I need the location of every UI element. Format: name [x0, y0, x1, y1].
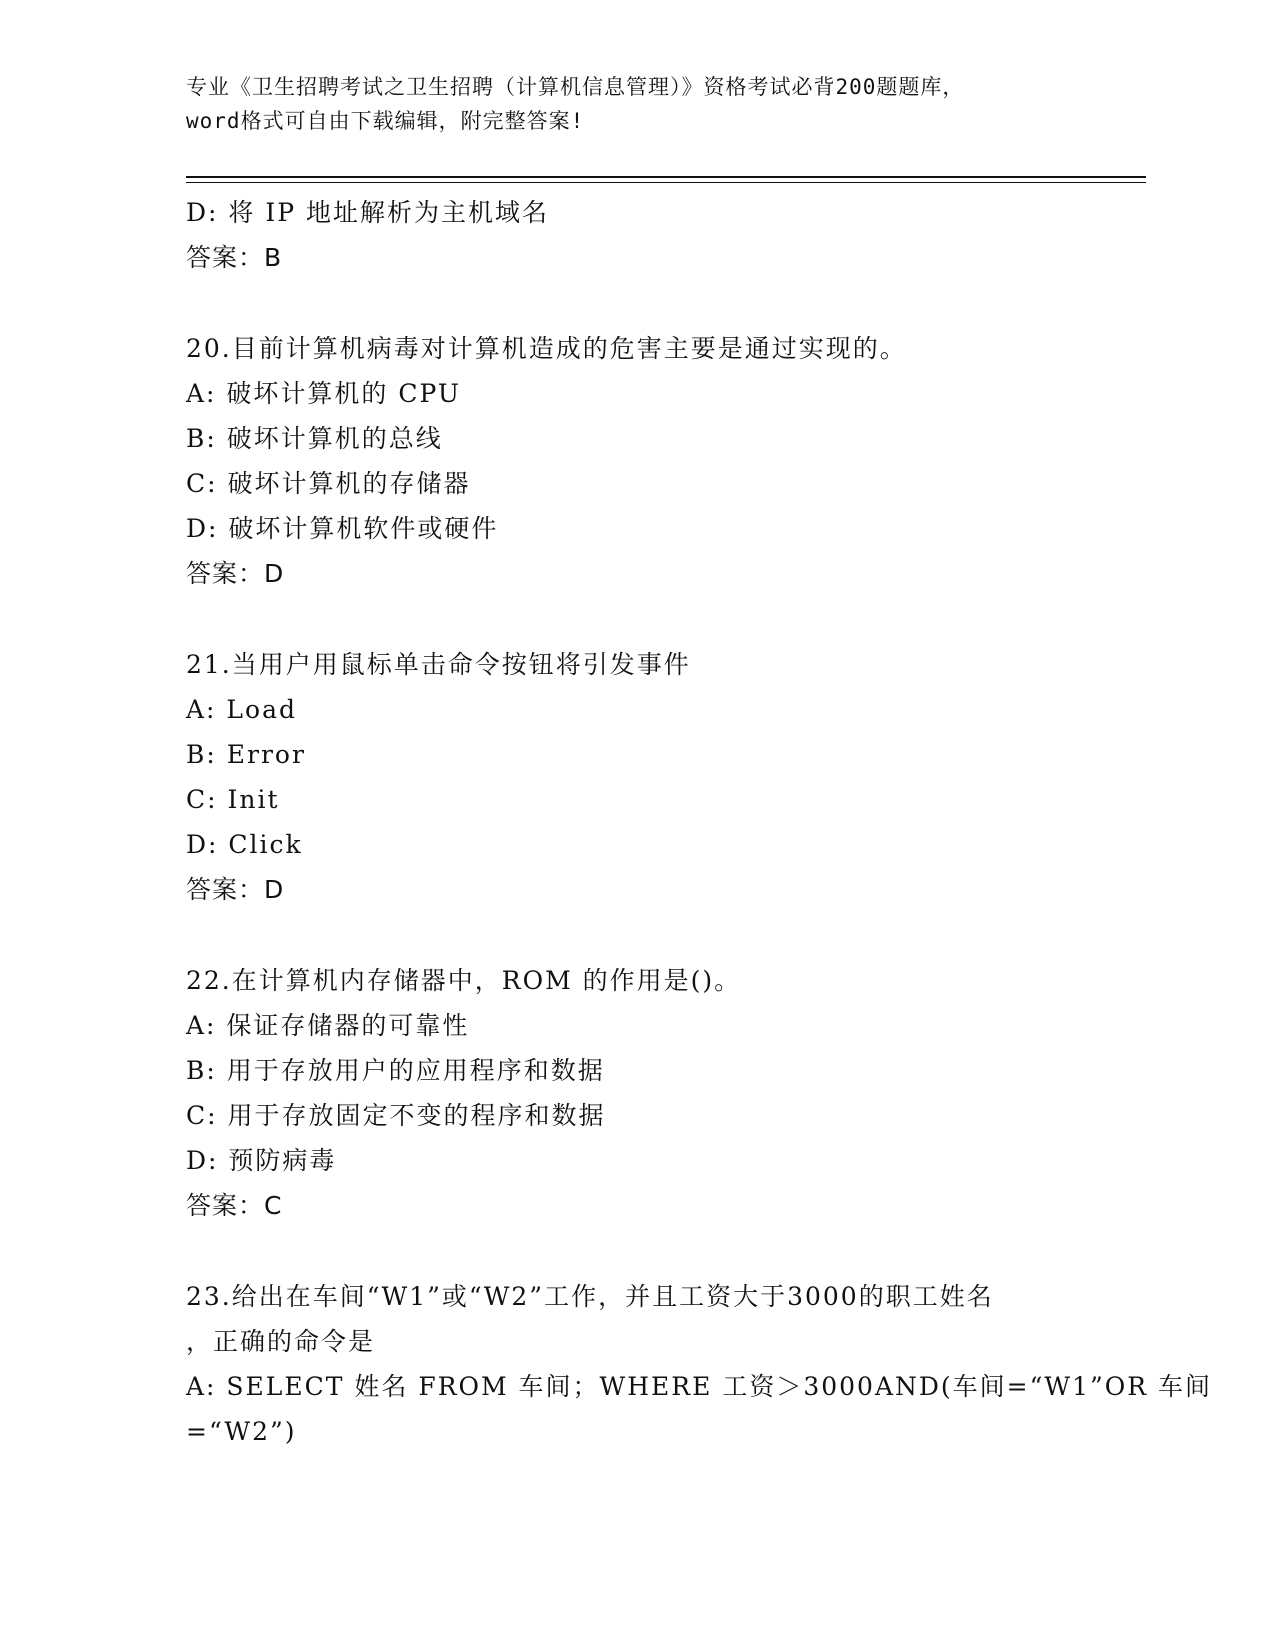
header-title-line-1: 专业《卫生招聘考试之卫生招聘（计算机信息管理）》资格考试必背200题题库， [186, 75, 965, 99]
question-stem: 20.目前计算机病毒对计算机造成的危害主要是通过实现的。 [186, 334, 907, 363]
option-a-line-2: =“W2”) [186, 1417, 297, 1446]
option-a: A: 破坏计算机的 CPU [186, 379, 461, 408]
document-header [186, 70, 1086, 138]
header-title-line-2: word格式可自由下载编辑，附完整答案! [186, 109, 585, 133]
option-c: C: 用于存放固定不变的程序和数据 [186, 1101, 606, 1130]
spacer [186, 1229, 1086, 1274]
question-19-tail [186, 190, 1086, 281]
option-a: A: 保证存储器的可靠性 [186, 1011, 470, 1040]
question-21 [186, 642, 1086, 913]
option-b: B: 用于存放用户的应用程序和数据 [186, 1056, 605, 1085]
question-stem: 21.当用户用鼠标单击命令按钮将引发事件 [186, 650, 691, 679]
question-stem-line-1: 23.给出在车间“W1”或“W2”工作，并且工资大于3000的职工姓名 [186, 1282, 994, 1311]
question-stem: 22.在计算机内存储器中，ROM 的作用是()。 [186, 966, 742, 995]
spacer [186, 281, 1086, 326]
spacer [186, 913, 1086, 958]
option-d: D: 预防病毒 [186, 1146, 337, 1175]
spacer [186, 597, 1086, 642]
answer: 答案：D [186, 559, 285, 588]
option-d: D: 破坏计算机软件或硬件 [186, 514, 499, 543]
option-a-line-1: A: SELECT 姓名 FROM 车间；WHERE 工资＞3000AND(车间=“W1”OR 车间 [186, 1372, 1213, 1401]
header-divider-thin [186, 182, 1146, 183]
question-stem-line-2: ，正确的命令是 [186, 1327, 376, 1356]
option-d: D: 将 IP 地址解析为主机域名 [186, 198, 550, 227]
question-22 [186, 958, 1086, 1229]
answer: 答案：C [186, 1191, 283, 1220]
answer: 答案：B [186, 243, 283, 272]
option-c: C: 破坏计算机的存储器 [186, 469, 471, 498]
option-b: B: Error [186, 740, 306, 769]
question-list [186, 190, 1213, 1454]
option-b: B: 破坏计算机的总线 [186, 424, 443, 453]
answer: 答案：D [186, 875, 285, 904]
question-20 [186, 326, 1086, 597]
option-c: C: Init [186, 785, 280, 814]
question-23 [186, 1274, 1213, 1454]
header-divider-thick [186, 176, 1146, 178]
option-a: A: Load [186, 695, 297, 724]
option-d: D: Click [186, 830, 303, 859]
